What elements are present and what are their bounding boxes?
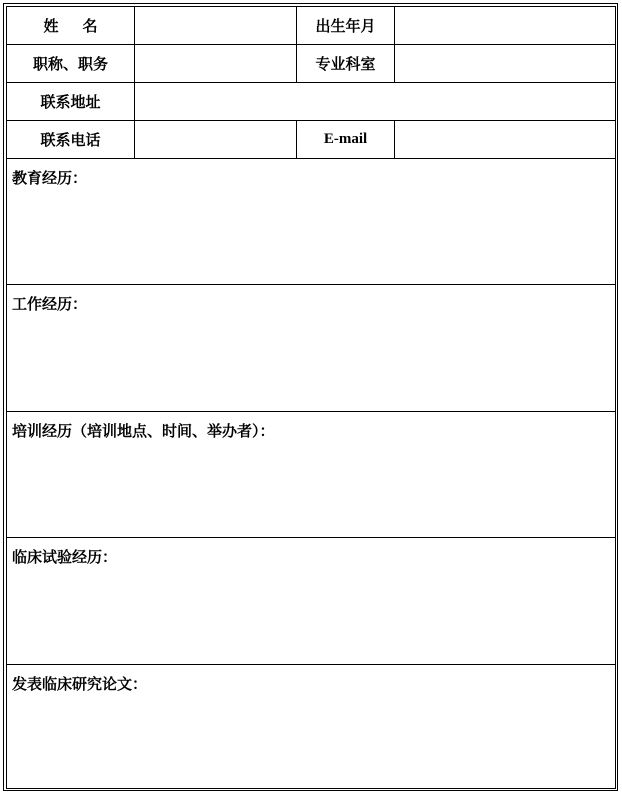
publications-section[interactable] <box>7 665 616 789</box>
training-section[interactable] <box>7 412 616 538</box>
address-field[interactable] <box>135 83 616 121</box>
department-field[interactable] <box>395 45 616 83</box>
address-label: 联系地址 <box>7 83 135 121</box>
publications-label: 发表临床研究论文： <box>12 675 148 693</box>
work-section[interactable] <box>7 285 616 412</box>
name-label <box>7 7 135 45</box>
row-work <box>7 285 616 412</box>
phone-label: 联系电话 <box>7 121 135 159</box>
row-phone-email <box>7 121 616 159</box>
name-field[interactable] <box>135 7 297 45</box>
title-position-label: 职称、职务 <box>7 45 135 83</box>
name-label-part1: 姓 <box>43 17 59 35</box>
phone-field[interactable] <box>135 121 297 159</box>
email-label: E-mail <box>297 121 395 159</box>
row-title-department <box>7 45 616 83</box>
row-clinical-trials <box>7 538 616 665</box>
resume-form-table <box>6 6 616 789</box>
clinical-trials-section[interactable] <box>7 538 616 665</box>
row-publications <box>7 665 616 789</box>
row-name-birth <box>7 7 616 45</box>
department-label: 专业科室 <box>297 45 395 83</box>
birth-date-field[interactable] <box>395 7 616 45</box>
row-education <box>7 159 616 285</box>
name-label-part2: 名 <box>82 17 98 35</box>
birth-date-label: 出生年月 <box>297 7 395 45</box>
email-field[interactable] <box>395 121 616 159</box>
training-label: 培训经历（培训地点、时间、举办者）： <box>12 422 275 440</box>
clinical-trials-label: 临床试验经历： <box>12 548 118 566</box>
education-label: 教育经历： <box>12 169 88 187</box>
row-address <box>7 83 616 121</box>
work-label: 工作经历： <box>12 295 88 313</box>
education-section[interactable] <box>7 159 616 285</box>
title-position-field[interactable] <box>135 45 297 83</box>
row-training <box>7 412 616 538</box>
